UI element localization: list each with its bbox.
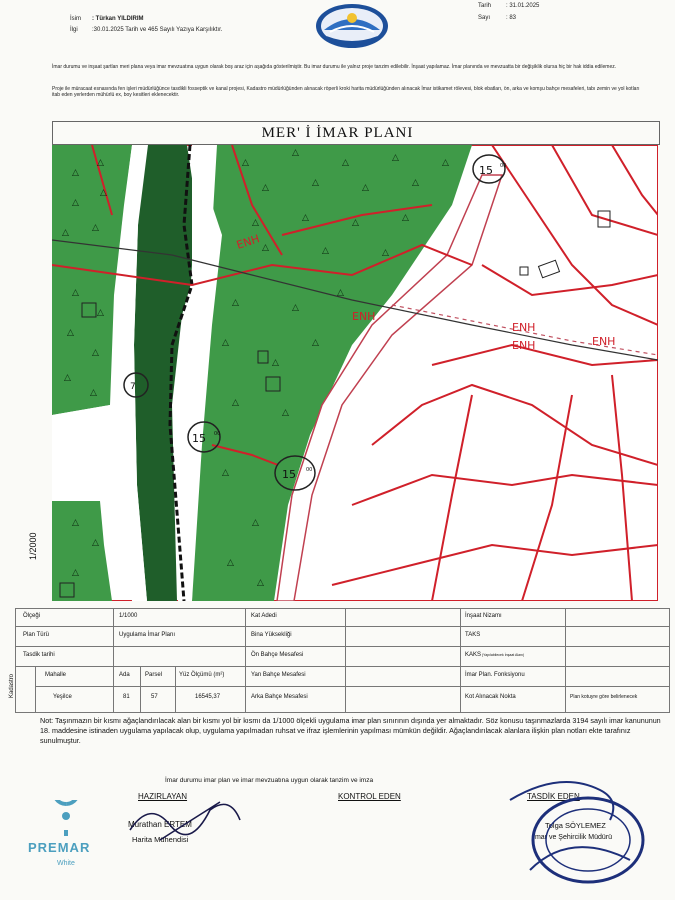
front-setback-label: Ön Bahçe Mesafesi bbox=[251, 652, 304, 658]
svg-text:△: △ bbox=[97, 308, 104, 318]
road-width-left: 7 bbox=[130, 382, 136, 392]
building-order-label: İnşaat Nizamı bbox=[465, 613, 502, 619]
signature-statement: İmar durumu imar plan ve imar mevzuatına uygun olarak tanzim ve imza bbox=[165, 777, 374, 784]
approver-title: İmar ve Şehircilik Müdürü bbox=[533, 834, 612, 841]
district-value: Yeşilce bbox=[53, 694, 72, 700]
svg-text:△: △ bbox=[67, 328, 74, 338]
area-value: 16545,37 bbox=[195, 694, 221, 700]
block-value: 81 bbox=[123, 694, 130, 700]
elevation-point-value: Plan kotuyre göre belirlenecek bbox=[570, 694, 638, 700]
elevation-point-label: Kot Alınacak Nokta bbox=[465, 694, 516, 700]
road-sup-mid: 00 bbox=[214, 431, 221, 437]
plan-title: MER' İ İMAR PLANI bbox=[261, 125, 414, 141]
parcel-label: Parsel bbox=[145, 672, 163, 678]
svg-text:△: △ bbox=[392, 153, 399, 163]
svg-text:△: △ bbox=[232, 298, 239, 308]
side-setback-label: Yan Bahçe Mesafesi bbox=[251, 672, 306, 678]
area-label: Yüz Ölçümü (m²) bbox=[179, 672, 225, 678]
svg-text:△: △ bbox=[252, 218, 259, 228]
controlled-by-heading: KONTROL EDEN bbox=[338, 792, 401, 801]
zone-label-c: ENH bbox=[512, 321, 536, 334]
plan-function-label: İmar Plan. Fonksiyonu bbox=[465, 672, 525, 678]
road-sup-right: 00 bbox=[306, 467, 313, 473]
road-sup-top: 00 bbox=[500, 163, 507, 169]
svg-text:△: △ bbox=[222, 468, 229, 478]
floor-count-label: Kat Adedi bbox=[251, 613, 277, 619]
svg-text:△: △ bbox=[337, 288, 344, 298]
plan-type-value: Uygulama İmar Planı bbox=[119, 632, 176, 638]
svg-text:△: △ bbox=[92, 538, 99, 548]
district-label: Mahalle bbox=[45, 672, 67, 678]
svg-text:△: △ bbox=[382, 248, 389, 258]
kaks-note: (Yapılabilecek İnşaat Alanı) bbox=[482, 653, 525, 657]
intro-paragraph-2: Proje ile müracaat esnasında fen işleri müdürlüğünce tasdikli fosseptik ve kanal projesi, Kadastro müdürlüğünden alınacak röperli kroki harita müdürlüğünden alınacak İmar istikamet rölevesi, blok ebatları, ön, arka ve komşu bahçe mesafeleri, tabı zemin ve yol kotları itab eden yerlerden mühürlü ex, boy kesitleri eklenecektir. bbox=[52, 86, 640, 98]
svg-text:△: △ bbox=[62, 228, 69, 238]
note-paragraph: Not: Taşınmazın bir kısmı ağaçlandırılacak alan bir kısmı yol bir kısmı da 1/1000 ölçekli uygulama imar plan sınırının dışında yer almaktadır. Söz konusu taşınmazlarda 3194 sayılı imar kanununun 18. maddesine istinaden uygulama yapılacak olup, uygulama yapılmadan ruhsat ve ifraz işlemlerinin yapılması mümkün değildir. Ağaçlandırılacak alanlara ilişkin plan notları ekte tarafınız sunulmuştur. bbox=[40, 716, 661, 745]
zoning-info-table bbox=[9, 608, 670, 713]
svg-text:△: △ bbox=[227, 558, 234, 568]
scale-value: 1/1000 bbox=[119, 613, 138, 619]
zone-label-d: ENH bbox=[592, 335, 616, 348]
svg-text:△: △ bbox=[442, 158, 449, 168]
preparer-title: Harita Mühendisi bbox=[132, 835, 189, 844]
svg-text:△: △ bbox=[292, 303, 299, 313]
road-width-mid: 15 bbox=[192, 432, 206, 445]
approver-name: Tolga SÖYLEMEZ bbox=[545, 821, 606, 830]
road-width-right: 15 bbox=[282, 468, 296, 481]
date-value: : 31.01.2025 bbox=[506, 3, 540, 9]
svg-text:△: △ bbox=[322, 246, 329, 256]
approved-by-heading: TASDİK EDEN bbox=[527, 792, 580, 801]
svg-text:△: △ bbox=[242, 158, 249, 168]
municipality-seal-logo bbox=[312, 2, 392, 50]
map-scale-label: 1/2000 bbox=[28, 532, 38, 560]
svg-text:△: △ bbox=[64, 373, 71, 383]
svg-text:△: △ bbox=[97, 158, 104, 168]
reference-value: :30.01.2025 Tarih ve 465 Sayılı Yazıya Karşılıktır. bbox=[92, 27, 223, 33]
svg-text:△: △ bbox=[232, 398, 239, 408]
svg-text:△: △ bbox=[90, 388, 97, 398]
block-label: Ada bbox=[119, 672, 130, 678]
building-height-label: Bina Yüksekliği bbox=[251, 632, 292, 638]
name-value: : Türkan YILDIRIM bbox=[92, 16, 144, 22]
rear-setback-label: Arka Bahçe Mesafesi bbox=[251, 694, 308, 700]
svg-text:△: △ bbox=[72, 288, 79, 298]
svg-text:△: △ bbox=[72, 168, 79, 178]
svg-text:△: △ bbox=[262, 183, 269, 193]
number-label: Sayı bbox=[478, 15, 491, 21]
svg-text:△: △ bbox=[282, 408, 289, 418]
preparer-signature bbox=[120, 790, 260, 850]
name-label: İsim bbox=[70, 16, 81, 22]
svg-text:△: △ bbox=[72, 518, 79, 528]
svg-text:△: △ bbox=[257, 578, 264, 588]
scale-label: Ölçeği bbox=[23, 613, 41, 619]
svg-text:△: △ bbox=[72, 198, 79, 208]
preparer-name: Murathan ERTEM bbox=[128, 820, 192, 829]
watermark-brand: PREMAR bbox=[28, 840, 91, 855]
svg-text:△: △ bbox=[312, 178, 319, 188]
plan-type-label: Plan Türü bbox=[23, 632, 49, 638]
svg-text:△: △ bbox=[72, 568, 79, 578]
svg-text:△: △ bbox=[262, 243, 269, 253]
zone-label-e: ENH bbox=[512, 339, 536, 352]
date-label: Tarih bbox=[478, 3, 492, 9]
number-value: : 83 bbox=[506, 15, 517, 21]
svg-text:△: △ bbox=[292, 148, 299, 158]
parcel-value: 57 bbox=[151, 694, 158, 700]
zone-label-b: ENH bbox=[352, 310, 376, 323]
intro-paragraph-1: İmar durumu ve inşaat şartları meri plana veya imar mevzuatına uygun olarak boş araz için aşağıda gösterilmiştir. Bu imar durumu ile yalnız proje tanzim edilebilir. İnşaat yapılamaz. İmar planında ve mevzuatta bir değişiklik olursa hiç bir hak iddia edilemez. bbox=[52, 64, 617, 70]
approval-date-label: Tasdik tarihi bbox=[23, 652, 55, 658]
svg-text:△: △ bbox=[222, 338, 229, 348]
svg-text:△: △ bbox=[312, 338, 319, 348]
svg-text:△: △ bbox=[252, 518, 259, 528]
svg-text:△: △ bbox=[402, 213, 409, 223]
zoning-plan-map bbox=[52, 145, 658, 601]
svg-text:△: △ bbox=[100, 188, 107, 198]
svg-text:△: △ bbox=[342, 158, 349, 168]
road-width-top: 15 bbox=[479, 164, 493, 177]
svg-text:△: △ bbox=[412, 178, 419, 188]
svg-text:△: △ bbox=[352, 218, 359, 228]
taks-label: TAKS bbox=[465, 632, 481, 638]
prepared-by-heading: HAZIRLAYAN bbox=[138, 792, 188, 801]
svg-text:△: △ bbox=[272, 358, 279, 368]
svg-text:△: △ bbox=[92, 223, 99, 233]
watermark-subtitle: White bbox=[57, 860, 75, 867]
svg-text:△: △ bbox=[302, 213, 309, 223]
reference-label: İlgi bbox=[70, 27, 78, 33]
zone-label-a: ENH bbox=[234, 232, 262, 252]
svg-text:△: △ bbox=[362, 183, 369, 193]
official-stamp bbox=[470, 770, 660, 890]
cadastre-label: Kadastro bbox=[9, 673, 15, 698]
kaks-label: KAKS bbox=[465, 652, 482, 658]
svg-text:△: △ bbox=[92, 348, 99, 358]
